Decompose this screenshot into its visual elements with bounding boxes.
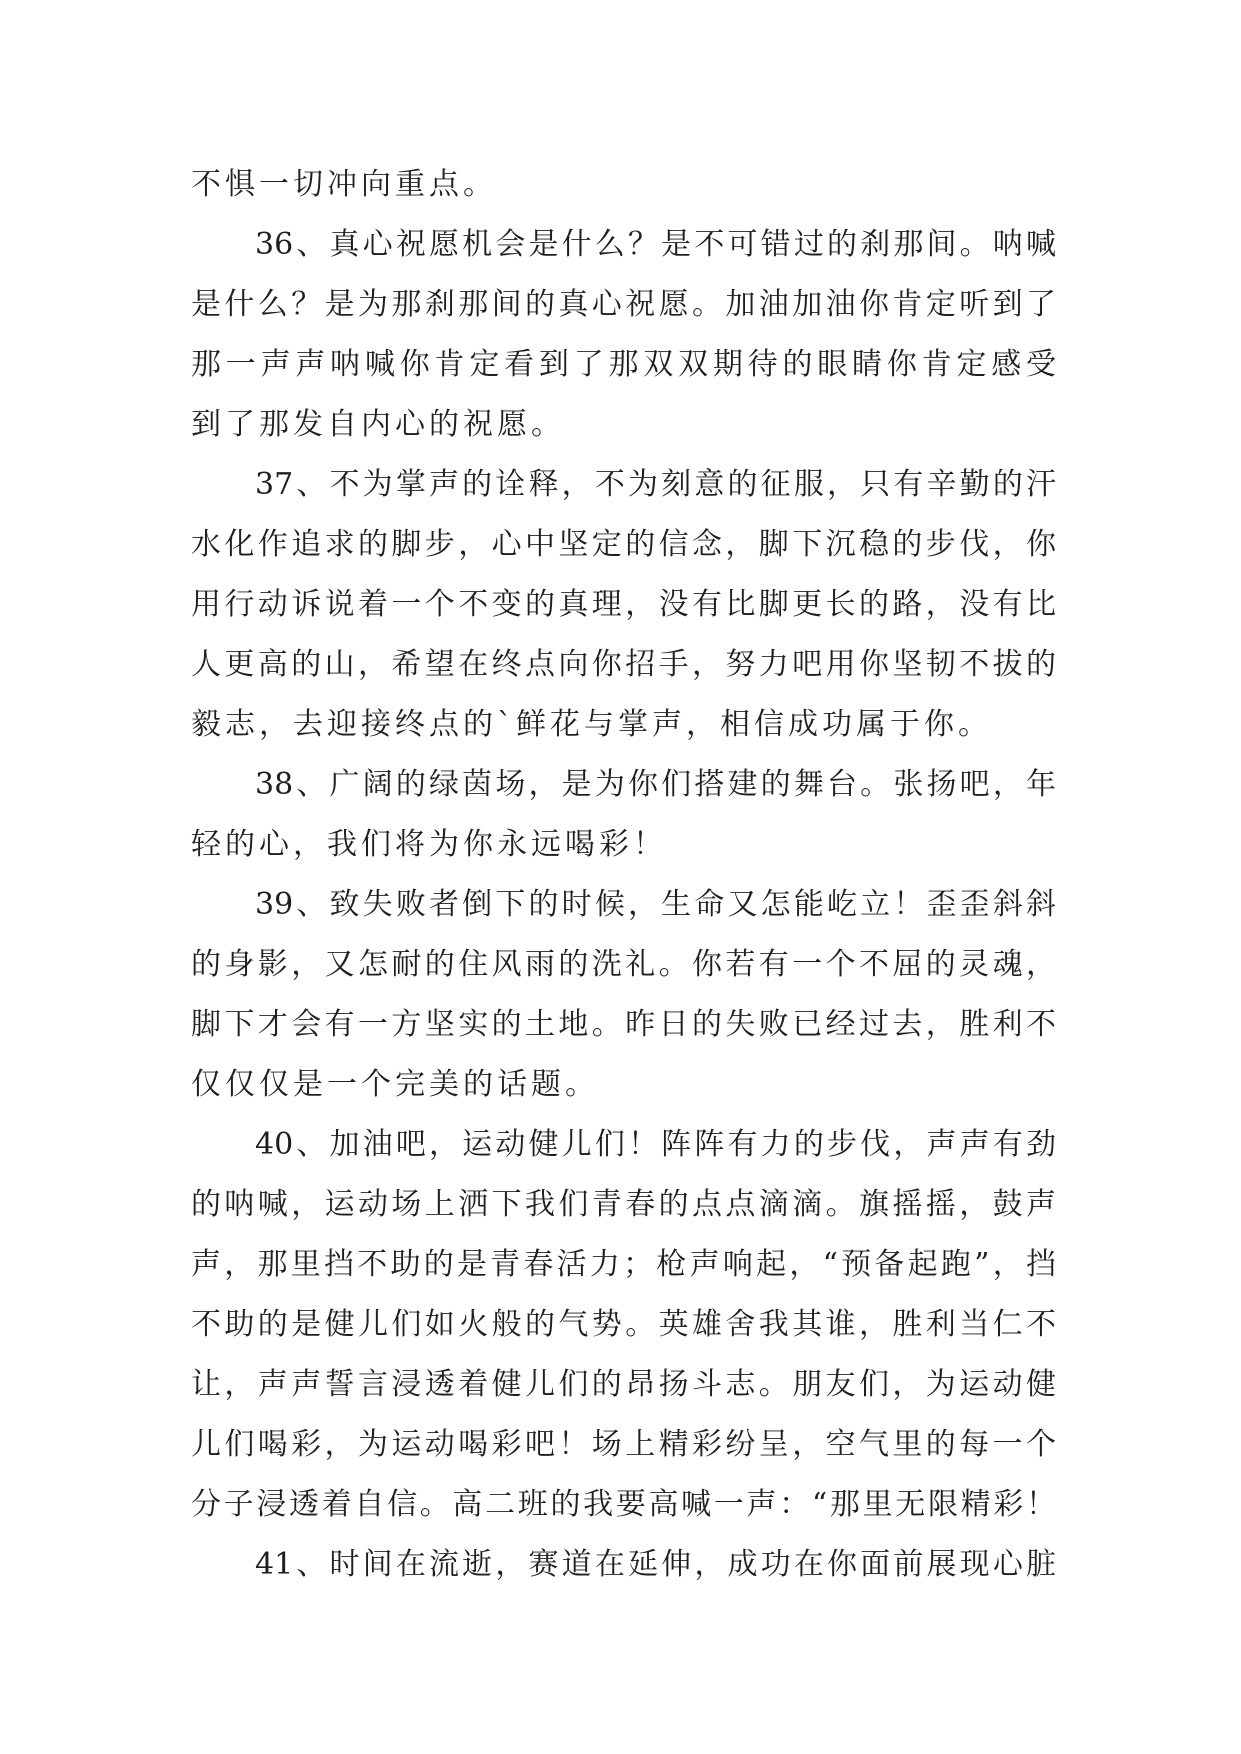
paragraph-36	[191, 215, 1056, 455]
text-line: 那一声声呐喊你肯定看到了那双双期待的眼睛你肯定感受	[191, 347, 1056, 382]
paragraph-41	[191, 1535, 1056, 1595]
paragraph-37	[191, 455, 1056, 755]
paragraph-39	[191, 875, 1056, 1115]
text-line: 毅志，去迎接终点的`鲜花与掌声，相信成功属于你。	[191, 707, 992, 742]
text-line: 轻的心，我们将为你永远喝彩！	[191, 827, 667, 862]
text-line: 到了那发自内心的祝愿。	[191, 407, 565, 442]
text-line: 40、加油吧，运动健儿们！阵阵有力的步伐，声声有劲	[255, 1127, 1056, 1162]
text-line: 用行动诉说着一个不变的真理，没有比脚更长的路，没有比	[191, 587, 1056, 622]
text-line: 38、广阔的绿茵场，是为你们搭建的舞台。张扬吧，年	[255, 767, 1056, 802]
text-line: 让，声声誓言浸透着健儿们的昂扬斗志。朋友们，为运动健	[191, 1367, 1056, 1402]
text-line: 不惧一切冲向重点。	[191, 167, 497, 202]
text-line: 36、真心祝愿机会是什么？是不可错过的刹那间。呐喊	[255, 227, 1056, 262]
text-line: 分子浸透着自信。高二班的我要高喊一声：“那里无限精彩！	[191, 1487, 1056, 1522]
text-line: 水化作追求的脚步，心中坚定的信念，脚下沉稳的步伐，你	[191, 527, 1056, 562]
text-column	[191, 155, 1056, 1595]
text-line: 儿们喝彩，为运动喝彩吧！场上精彩纷呈，空气里的每一个	[191, 1427, 1056, 1462]
text-line: 声，那里挡不助的是青春活力；枪声响起，“预备起跑”，挡	[191, 1247, 1056, 1282]
continued-paragraph	[191, 155, 1056, 215]
text-line: 41、时间在流逝，赛道在延伸，成功在你面前展现心脏	[255, 1547, 1056, 1582]
text-line: 的呐喊，运动场上洒下我们青春的点点滴滴。旗摇摇，鼓声	[191, 1187, 1056, 1222]
text-line: 37、不为掌声的诠释，不为刻意的征服，只有辛勤的汗	[255, 467, 1056, 502]
text-line: 的身影，又怎耐的住风雨的洗礼。你若有一个不屈的灵魂，	[191, 947, 1056, 982]
text-line: 仅仅仅是一个完美的话题。	[191, 1067, 599, 1102]
paragraph-38	[191, 755, 1056, 875]
text-line: 是什么？是为那刹那间的真心祝愿。加油加油你肯定听到了	[191, 287, 1056, 322]
text-line: 39、致失败者倒下的时候，生命又怎能屹立！歪歪斜斜	[255, 887, 1056, 922]
text-line: 脚下才会有一方坚实的土地。昨日的失败已经过去，胜利不	[191, 1007, 1056, 1042]
text-line: 人更高的山，希望在终点向你招手，努力吧用你坚韧不拔的	[191, 647, 1056, 682]
text-line: 不助的是健儿们如火般的气势。英雄舍我其谁，胜利当仁不	[191, 1307, 1056, 1342]
paragraph-40	[191, 1115, 1056, 1535]
